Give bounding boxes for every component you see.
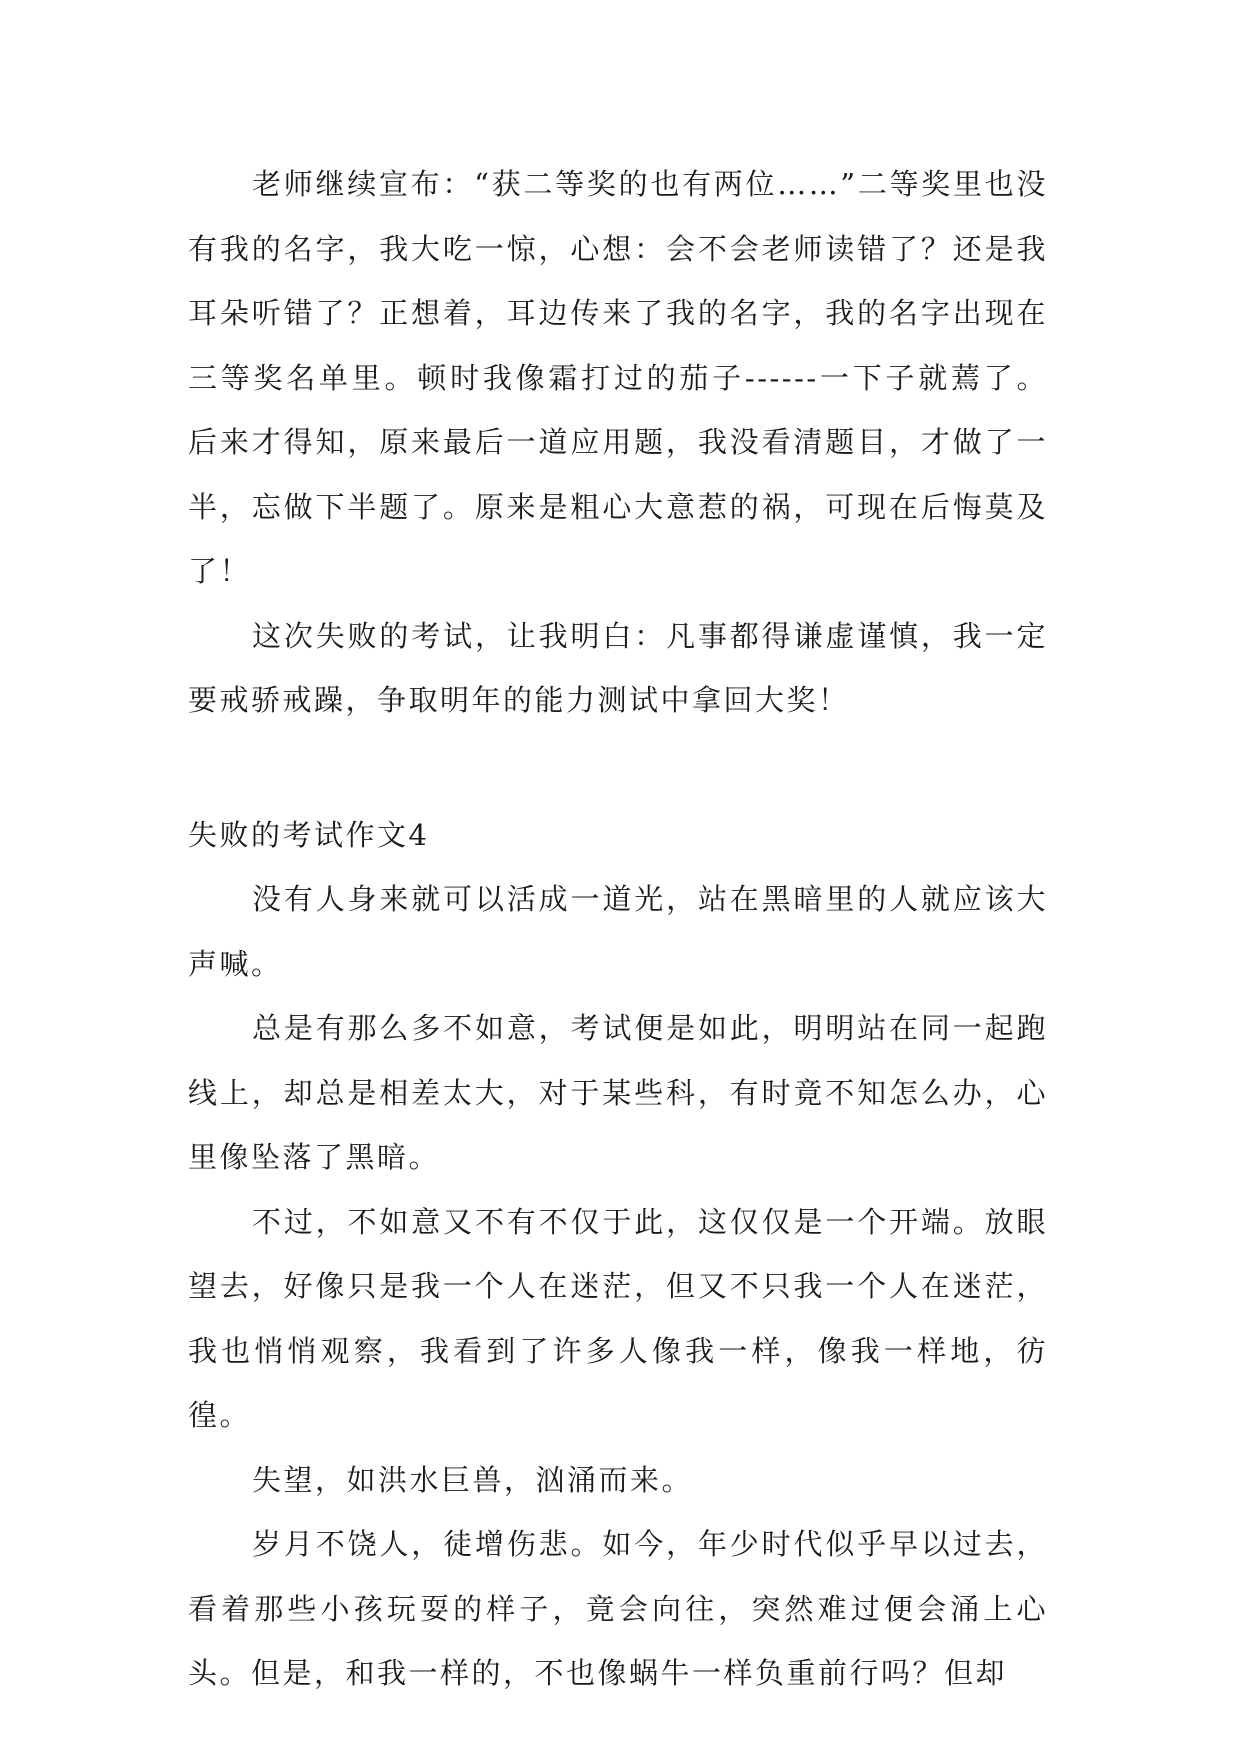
paragraph: 没有人身来就可以活成一道光，站在黑暗里的人就应该大声喊。 bbox=[188, 882, 1048, 981]
paragraph: 老师继续宣布：“获二等奖的也有两位……”二等奖里也没有我的名字，我大吃一惊，心想：会不会老师读错了？还是我耳朵听错了？正想着，耳边传来了我的名字，我的名字出现在三等奖名单里。顿时我像霜打过的茄子------一下子就蔫了。后来才得知，原来最后一道应用题，我没看清题目，才做了一半，忘做下半题了。原来是粗心大意惹的祸，可现在后悔莫及了！ bbox=[188, 167, 1048, 588]
document-body bbox=[188, 152, 1048, 1706]
section-title: 失败的考试作文4 bbox=[188, 817, 430, 852]
paragraph: 不过，不如意又不有不仅于此，这仅仅是一个开端。放眼望去，好像只是我一个人在迷茫，但又不只我一个人在迷茫，我也悄悄观察，我看到了许多人像我一样，像我一样地，彷徨。 bbox=[188, 1204, 1048, 1432]
paragraph: 岁月不饶人，徒增伤悲。如今，年少时代似乎早以过去，看着那些小孩玩耍的样子，竟会向往，突然难过便会涌上心头。但是，和我一样的，不也像蜗牛一样负重前行吗？但却 bbox=[188, 1527, 1048, 1690]
paragraph: 总是有那么多不如意，考试便是如此，明明站在同一起跑线上，却总是相差太大，对于某些科，有时竟不知怎么办，心里像坠落了黑暗。 bbox=[188, 1011, 1048, 1174]
paragraph: 失望，如洪水巨兽，汹涌而来。 bbox=[252, 1462, 694, 1497]
paragraph: 这次失败的考试，让我明白：凡事都得谦虚谨慎，我一定要戒骄戒躁，争取明年的能力测试中拿回大奖！ bbox=[188, 618, 1048, 717]
